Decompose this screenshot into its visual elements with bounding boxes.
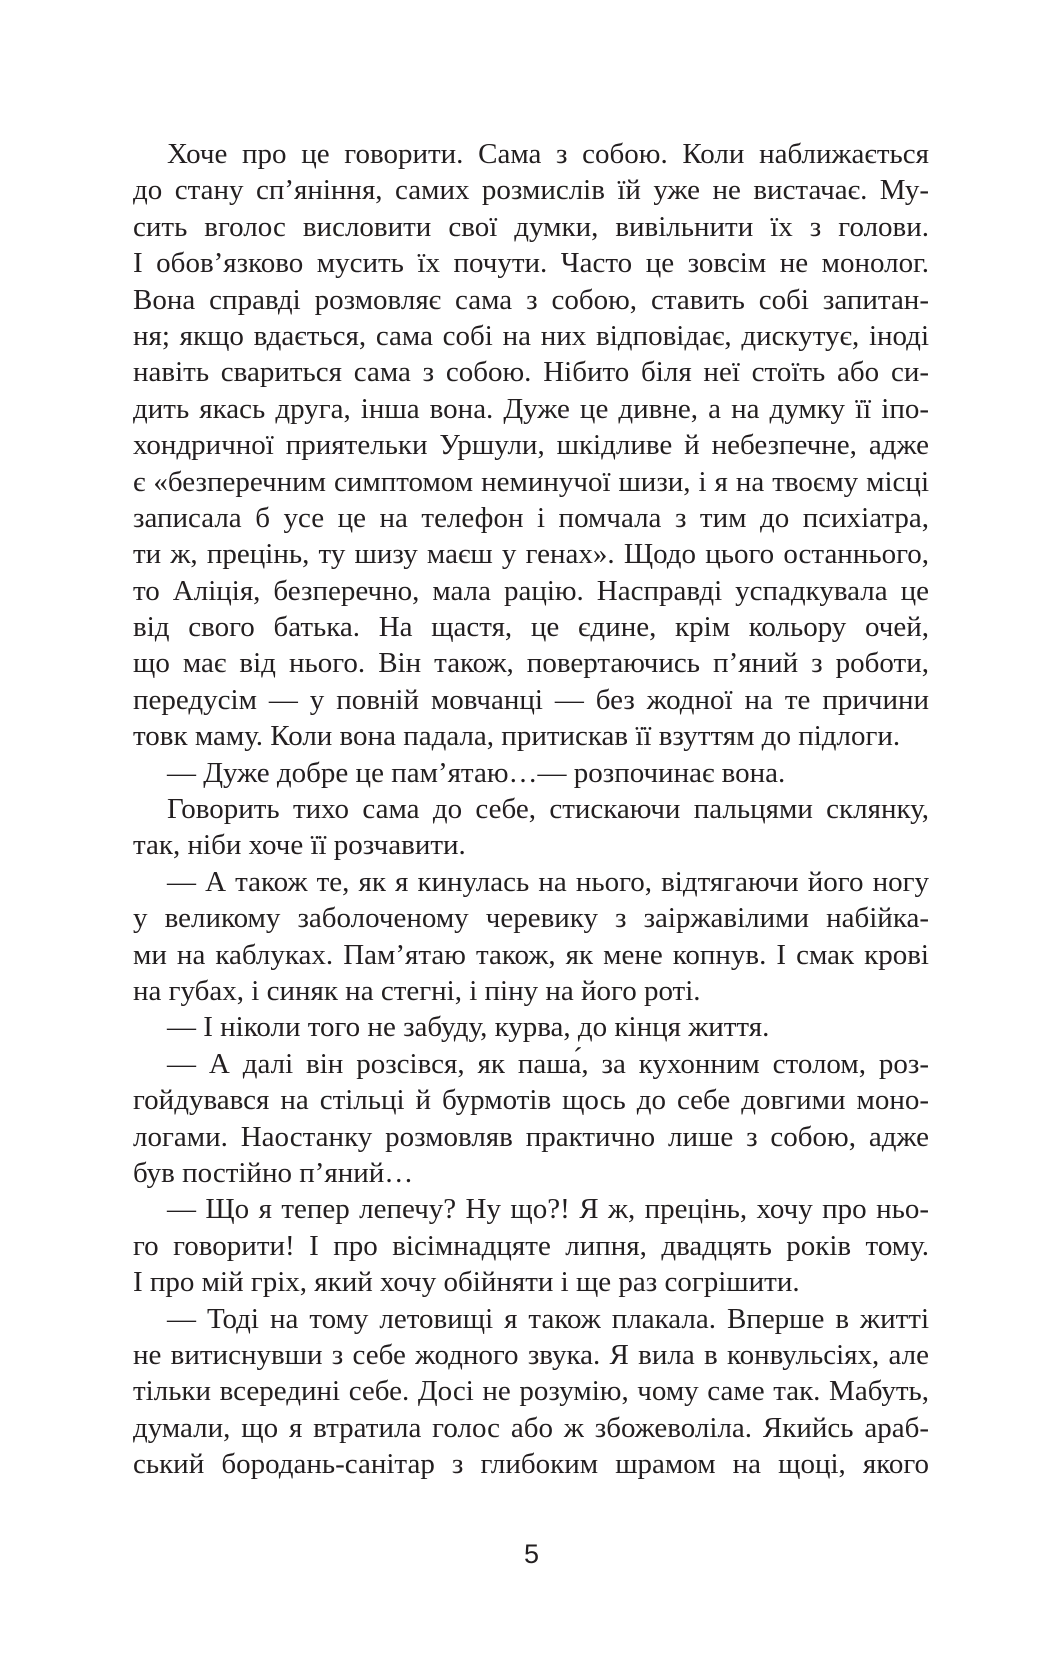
text-line: був постійно п’яний…	[133, 1156, 414, 1189]
text-line: І про мій гріх, який хочу обійняти і ще раз согрішити.	[133, 1266, 800, 1299]
text-line: є «безперечним симптомом неминучої шизи, і я на твоєму місці	[133, 465, 929, 498]
text-line: Говорить тихо сама до себе, стискаючи пальцями склянку,	[167, 793, 929, 826]
text-line: — І ніколи того не забуду, курва, до кінця життя.	[167, 1011, 770, 1044]
text-line: не витиснувши з себе жодного звука. Я вила в конвульсіях, але	[133, 1338, 929, 1371]
text-line: то Аліція, безперечно, мала рацію. Насправді успадкувала це	[133, 574, 929, 607]
text-line: від свого батька. На щастя, це єдине, крім кольору очей,	[133, 611, 929, 644]
text-line: дить якась друга, інша вона. Дуже це дивне, а на думку її іпо-	[133, 392, 929, 425]
text-line: ти ж, прецінь, ту шизу маєш у генах». Щодо цього останнього,	[133, 538, 929, 571]
text-line: — Дуже добре це пам’ятаю…— розпочинає вона.	[167, 756, 786, 789]
text-line: — А також те, як я кинулась на нього, відтягаючи його ногу	[167, 865, 929, 898]
text-line: так, ніби хоче її розчавити.	[133, 829, 466, 862]
page-number: 5	[523, 1539, 540, 1569]
text-line: хондричної приятельки Уршули, шкідливе й небезпечне, адже	[133, 429, 929, 462]
text-line: до стану сп’яніння, самих розмислів їй уже не вистачає. Му-	[133, 174, 929, 207]
text-line: тільки всередині себе. Досі не розумію, чому саме так. Мабуть,	[133, 1375, 929, 1408]
text-line: Хоче про це говорити. Сама з собою. Коли наближається	[167, 138, 929, 170]
text-line: — А далі він розсівся, як паша́, за кухонним столом, роз-	[167, 1047, 929, 1080]
text-line: передусім — у повній мовчанці — без жодної на те причини	[133, 683, 929, 716]
text-line: що має від нього. Він також, повертаючись п’яний з роботи,	[133, 647, 929, 680]
text-line: Вона справді розмовляє сама з собою, ставить собі запитан-	[133, 283, 929, 316]
text-line: товк маму. Коли вона падала, притискав її взуттям до підлоги.	[133, 720, 901, 753]
text-line: на губах, і синяк на стегні, і піну на його роті.	[133, 974, 701, 1007]
text-line: го говорити! І про вісімнадцяте липня, двадцять років тому.	[133, 1229, 929, 1262]
text-line: у великому заболоченому черевику з заіржавілими набійка-	[133, 902, 929, 935]
text-line: — Тоді на тому летовищі я також плакала. Вперше в житті	[167, 1302, 929, 1335]
text-line: гойдувався на стільці й бурмотів щось до себе довгими моно-	[133, 1084, 929, 1117]
text-line: логами. Наостанку розмовляв практично лише з собою, адже	[133, 1120, 929, 1153]
body-text	[133, 136, 929, 1482]
text-line: навіть свариться сама з собою. Нібито біля неї стоїть або си-	[133, 356, 929, 389]
text-line: сить вголос висловити свої думки, вивільнити їх з голови.	[133, 210, 929, 243]
text-line: І обов’язково мусить їх почути. Часто це зовсім не монолог.	[133, 247, 929, 280]
text-line: записала б усе це на телефон і помчала з тим до психіатра,	[133, 501, 929, 534]
text-line: думали, що я втратила голос або ж збожеволіла. Якийсь араб-	[133, 1411, 929, 1444]
text-line: ми на каблуках. Пам’ятаю також, як мене копнув. І смак крові	[133, 938, 929, 971]
text-line: ня; якщо вдається, сама собі на них відповідає, дискутує, іноді	[133, 319, 929, 352]
text-line: — Що я тепер лепечу? Ну що?! Я ж, прецінь, хочу про ньо-	[167, 1193, 929, 1226]
text-line: ський бородань-санітар з глибоким шрамом на щоці, якого	[133, 1448, 929, 1481]
